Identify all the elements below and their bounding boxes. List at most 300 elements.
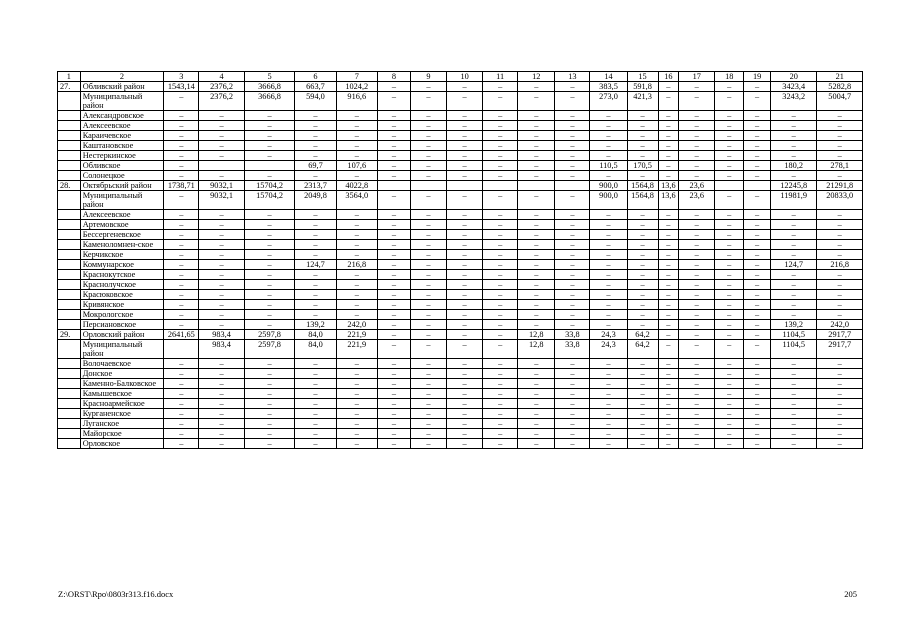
value-cell: – [658, 429, 679, 439]
territory-name-cell: Краснокутское [80, 270, 164, 280]
row-number-cell [58, 290, 81, 300]
row-number-cell [58, 210, 81, 220]
value-cell: – [627, 121, 658, 131]
value-cell: 1564,8 [627, 191, 658, 210]
row-number-cell: 29. [58, 330, 81, 340]
value-cell: – [518, 389, 555, 399]
value-cell: – [483, 419, 518, 429]
value-cell: – [679, 310, 715, 320]
value-cell [715, 181, 744, 191]
value-cell: – [555, 399, 590, 409]
territory-name-cell: Алексеевское [80, 121, 164, 131]
value-cell: – [447, 161, 483, 171]
value-cell: – [336, 389, 377, 399]
value-cell: – [679, 131, 715, 141]
value-cell: – [679, 330, 715, 340]
row-number-cell: 28. [58, 181, 81, 191]
value-cell: – [715, 409, 744, 419]
value-cell: – [590, 290, 627, 300]
value-cell: – [199, 310, 244, 320]
value-cell: – [336, 151, 377, 161]
value-cell: – [447, 280, 483, 290]
value-cell: – [164, 121, 199, 131]
value-cell: – [658, 151, 679, 161]
value-cell: – [771, 151, 817, 161]
value-cell: 983,4 [199, 330, 244, 340]
value-cell: 273,0 [590, 92, 627, 111]
value-cell: – [410, 131, 446, 141]
value-cell: – [744, 359, 771, 369]
value-cell: – [715, 250, 744, 260]
value-cell: – [377, 389, 410, 399]
value-cell: – [658, 330, 679, 340]
value-cell: 2917,7 [817, 330, 863, 340]
value-cell: – [744, 320, 771, 330]
value-cell: – [679, 111, 715, 121]
value-cell: – [377, 419, 410, 429]
value-cell: – [555, 131, 590, 141]
value-cell: – [377, 250, 410, 260]
value-cell: – [679, 419, 715, 429]
value-cell: – [164, 439, 199, 449]
value-cell: – [518, 191, 555, 210]
value-cell: – [555, 379, 590, 389]
value-cell: – [590, 220, 627, 230]
value-cell: – [518, 220, 555, 230]
value-cell: 33,8 [555, 330, 590, 340]
value-cell: – [555, 280, 590, 290]
value-cell: – [658, 82, 679, 92]
value-cell: – [164, 161, 199, 171]
value-cell: – [817, 359, 863, 369]
value-cell: 5282,8 [817, 82, 863, 92]
header-cell: 4 [199, 72, 244, 82]
value-cell: – [199, 210, 244, 220]
value-cell: – [627, 270, 658, 280]
value-cell: 3666,8 [244, 82, 295, 92]
value-cell: – [199, 379, 244, 389]
value-cell: – [771, 419, 817, 429]
value-cell: – [771, 310, 817, 320]
value-cell: – [377, 439, 410, 449]
value-cell: – [410, 290, 446, 300]
value-cell: – [447, 250, 483, 260]
row-number-cell [58, 409, 81, 419]
value-cell: – [817, 250, 863, 260]
row-number-cell [58, 369, 81, 379]
value-cell: – [164, 270, 199, 280]
value-cell: – [744, 429, 771, 439]
table-row [58, 409, 863, 419]
row-number-cell [58, 151, 81, 161]
value-cell: – [658, 340, 679, 359]
value-cell: 221,9 [336, 330, 377, 340]
value-cell: 2376,2 [199, 92, 244, 111]
value-cell: 11981,9 [771, 191, 817, 210]
value-cell: – [295, 141, 336, 151]
table-row [58, 270, 863, 280]
value-cell: – [164, 220, 199, 230]
value-cell: – [410, 340, 446, 359]
value-cell: – [483, 111, 518, 121]
value-cell: – [627, 141, 658, 151]
value-cell: – [817, 141, 863, 151]
value-cell: – [658, 92, 679, 111]
row-number-cell [58, 260, 81, 270]
header-cell: 15 [627, 72, 658, 82]
value-cell: – [244, 230, 295, 240]
value-cell: – [679, 220, 715, 230]
value-cell: – [744, 161, 771, 171]
value-cell: – [518, 270, 555, 280]
value-cell: – [447, 141, 483, 151]
value-cell: 3564,0 [336, 191, 377, 210]
value-cell: – [627, 230, 658, 240]
value-cell: – [447, 131, 483, 141]
value-cell: 3423,4 [771, 82, 817, 92]
row-number-cell [58, 220, 81, 230]
value-cell: – [744, 369, 771, 379]
value-cell: 20833,0 [817, 191, 863, 210]
value-cell: – [771, 141, 817, 151]
value-cell: – [715, 161, 744, 171]
value-cell: – [377, 240, 410, 250]
header-row [58, 72, 863, 82]
value-cell: – [164, 359, 199, 369]
value-cell: – [336, 300, 377, 310]
value-cell: – [518, 439, 555, 449]
value-cell: – [744, 230, 771, 240]
value-cell: – [771, 359, 817, 369]
value-cell: – [715, 191, 744, 210]
table-row [58, 260, 863, 270]
value-cell: – [679, 409, 715, 419]
table-row [58, 310, 863, 320]
value-cell: – [771, 270, 817, 280]
value-cell: – [410, 389, 446, 399]
value-cell: 1104,5 [771, 340, 817, 359]
value-cell: – [483, 439, 518, 449]
value-cell [377, 181, 410, 191]
value-cell: – [336, 399, 377, 409]
value-cell: – [410, 82, 446, 92]
value-cell: – [483, 131, 518, 141]
value-cell: – [658, 290, 679, 300]
table-row [58, 151, 863, 161]
table-row [58, 359, 863, 369]
value-cell: – [199, 439, 244, 449]
value-cell: – [377, 191, 410, 210]
value-cell: 110,5 [590, 161, 627, 171]
value-cell: – [627, 290, 658, 300]
value-cell: – [771, 131, 817, 141]
value-cell: – [410, 171, 446, 181]
territory-name-cell: Муниципальный район [80, 191, 164, 210]
value-cell: – [715, 82, 744, 92]
value-cell: – [336, 121, 377, 131]
value-cell: – [590, 399, 627, 409]
table-row [58, 320, 863, 330]
value-cell: – [199, 220, 244, 230]
value-cell: – [518, 320, 555, 330]
value-cell: – [244, 409, 295, 419]
value-cell: – [164, 260, 199, 270]
header-cell: 8 [377, 72, 410, 82]
value-cell: – [771, 429, 817, 439]
value-cell: – [744, 280, 771, 290]
value-cell: – [377, 409, 410, 419]
value-cell: – [627, 429, 658, 439]
value-cell: – [715, 171, 744, 181]
territory-name-cell: Муниципальный район [80, 340, 164, 359]
value-cell: – [377, 260, 410, 270]
value-cell: – [627, 379, 658, 389]
value-cell: – [817, 369, 863, 379]
value-cell: – [244, 290, 295, 300]
table-row [58, 330, 863, 340]
value-cell: – [377, 82, 410, 92]
value-cell: 64,2 [627, 340, 658, 359]
table-row [58, 429, 863, 439]
territory-name-cell: Каштановское [80, 141, 164, 151]
value-cell: – [744, 260, 771, 270]
value-cell: – [336, 210, 377, 220]
value-cell: – [715, 429, 744, 439]
value-cell: – [244, 419, 295, 429]
value-cell: – [199, 250, 244, 260]
value-cell: – [744, 131, 771, 141]
value-cell: – [336, 250, 377, 260]
value-cell: – [590, 379, 627, 389]
value-cell: – [555, 121, 590, 131]
data-table [57, 71, 863, 449]
value-cell: 24,3 [590, 340, 627, 359]
value-cell: – [447, 171, 483, 181]
value-cell: – [295, 171, 336, 181]
value-cell: 12245,8 [771, 181, 817, 191]
value-cell: – [377, 161, 410, 171]
value-cell: – [410, 260, 446, 270]
value-cell: – [295, 270, 336, 280]
value-cell: – [658, 280, 679, 290]
value-cell: – [447, 439, 483, 449]
row-number-cell [58, 399, 81, 409]
value-cell: – [244, 369, 295, 379]
value-cell: – [555, 389, 590, 399]
value-cell: 2597,8 [244, 330, 295, 340]
value-cell: – [199, 171, 244, 181]
value-cell: – [817, 439, 863, 449]
value-cell: – [817, 429, 863, 439]
value-cell: – [244, 379, 295, 389]
value-cell: – [483, 359, 518, 369]
value-cell: 2313,7 [295, 181, 336, 191]
value-cell: – [679, 161, 715, 171]
value-cell: – [377, 300, 410, 310]
table-row [58, 389, 863, 399]
value-cell: – [771, 121, 817, 131]
value-cell: 12,8 [518, 330, 555, 340]
value-cell: – [555, 92, 590, 111]
value-cell: – [295, 379, 336, 389]
value-cell: – [555, 111, 590, 121]
value-cell: 900,0 [590, 181, 627, 191]
value-cell: 13,6 [658, 181, 679, 191]
value-cell: – [555, 320, 590, 330]
value-cell: – [555, 290, 590, 300]
value-cell: 242,0 [336, 320, 377, 330]
value-cell: – [771, 220, 817, 230]
value-cell: – [590, 280, 627, 290]
value-cell: – [336, 171, 377, 181]
value-cell: – [483, 210, 518, 220]
table-row [58, 161, 863, 171]
value-cell: 124,7 [295, 260, 336, 270]
value-cell: – [771, 409, 817, 419]
value-cell: – [295, 250, 336, 260]
value-cell: – [590, 121, 627, 131]
value-cell: – [199, 230, 244, 240]
value-cell: – [817, 230, 863, 240]
value-cell: – [679, 399, 715, 409]
value-cell: – [295, 389, 336, 399]
value-cell: – [658, 310, 679, 320]
value-cell: – [164, 171, 199, 181]
value-cell: – [771, 389, 817, 399]
territory-name-cell: Нестеркинское [80, 151, 164, 161]
value-cell: – [679, 320, 715, 330]
value-cell: – [817, 389, 863, 399]
value-cell: – [817, 121, 863, 131]
value-cell: – [658, 250, 679, 260]
value-cell: – [590, 270, 627, 280]
value-cell: – [627, 240, 658, 250]
value-cell: – [555, 270, 590, 280]
value-cell: – [679, 92, 715, 111]
value-cell: – [377, 320, 410, 330]
value-cell: – [199, 419, 244, 429]
value-cell: – [817, 379, 863, 389]
value-cell: 180,2 [771, 161, 817, 171]
value-cell: – [679, 429, 715, 439]
value-cell: – [518, 141, 555, 151]
value-cell: – [295, 290, 336, 300]
value-cell: – [590, 320, 627, 330]
value-cell: – [483, 320, 518, 330]
value-cell: – [483, 280, 518, 290]
value-cell: – [447, 379, 483, 389]
value-cell: – [336, 310, 377, 320]
value-cell: – [164, 399, 199, 409]
row-number-cell [58, 359, 81, 369]
value-cell: – [627, 409, 658, 419]
value-cell: – [771, 210, 817, 220]
table-row [58, 230, 863, 240]
value-cell: – [336, 131, 377, 141]
value-cell: – [164, 191, 199, 210]
value-cell: – [744, 389, 771, 399]
value-cell: – [679, 82, 715, 92]
value-cell: – [679, 379, 715, 389]
value-cell: – [744, 290, 771, 300]
table-row [58, 290, 863, 300]
value-cell: – [817, 290, 863, 300]
value-cell: – [410, 210, 446, 220]
value-cell: – [715, 320, 744, 330]
value-cell: – [295, 419, 336, 429]
value-cell: – [555, 429, 590, 439]
value-cell [447, 181, 483, 191]
value-cell: – [336, 240, 377, 250]
value-cell: – [377, 340, 410, 359]
table-row [58, 439, 863, 449]
value-cell: – [447, 399, 483, 409]
value-cell: – [658, 359, 679, 369]
value-cell: – [817, 171, 863, 181]
value-cell: – [244, 300, 295, 310]
row-number-cell [58, 300, 81, 310]
value-cell: – [295, 220, 336, 230]
value-cell: 2641,65 [164, 330, 199, 340]
value-cell: – [199, 111, 244, 121]
value-cell: – [244, 240, 295, 250]
header-cell: 19 [744, 72, 771, 82]
value-cell: – [771, 369, 817, 379]
territory-name-cell: Артемовское [80, 220, 164, 230]
value-cell: 5004,7 [817, 92, 863, 111]
value-cell: – [410, 92, 446, 111]
value-cell: – [447, 121, 483, 131]
value-cell: – [410, 310, 446, 320]
value-cell: – [817, 300, 863, 310]
value-cell: – [199, 359, 244, 369]
value-cell: – [555, 409, 590, 419]
value-cell: – [336, 230, 377, 240]
value-cell: – [377, 210, 410, 220]
value-cell: – [295, 399, 336, 409]
value-cell: – [410, 121, 446, 131]
value-cell: – [658, 240, 679, 250]
value-cell: – [518, 121, 555, 131]
value-cell: 23,6 [679, 181, 715, 191]
value-cell: – [658, 379, 679, 389]
territory-name-cell: Луганское [80, 419, 164, 429]
value-cell: – [447, 260, 483, 270]
value-cell: 12,8 [518, 340, 555, 359]
value-cell: – [336, 439, 377, 449]
value-cell: – [244, 429, 295, 439]
value-cell: – [295, 121, 336, 131]
value-cell: – [627, 280, 658, 290]
value-cell: – [483, 340, 518, 359]
value-cell: – [410, 419, 446, 429]
row-number-cell [58, 429, 81, 439]
value-cell: – [590, 439, 627, 449]
value-cell: – [715, 92, 744, 111]
value-cell: – [447, 92, 483, 111]
value-cell: – [410, 439, 446, 449]
territory-name-cell: Донское [80, 369, 164, 379]
value-cell: – [244, 280, 295, 290]
territory-name-cell: Октябрьский район [80, 181, 164, 191]
value-cell: 69,7 [295, 161, 336, 171]
value-cell: – [590, 389, 627, 399]
header-cell: 21 [817, 72, 863, 82]
value-cell: – [483, 92, 518, 111]
value-cell: – [715, 379, 744, 389]
value-cell: 9032,1 [199, 191, 244, 210]
value-cell: – [555, 419, 590, 429]
